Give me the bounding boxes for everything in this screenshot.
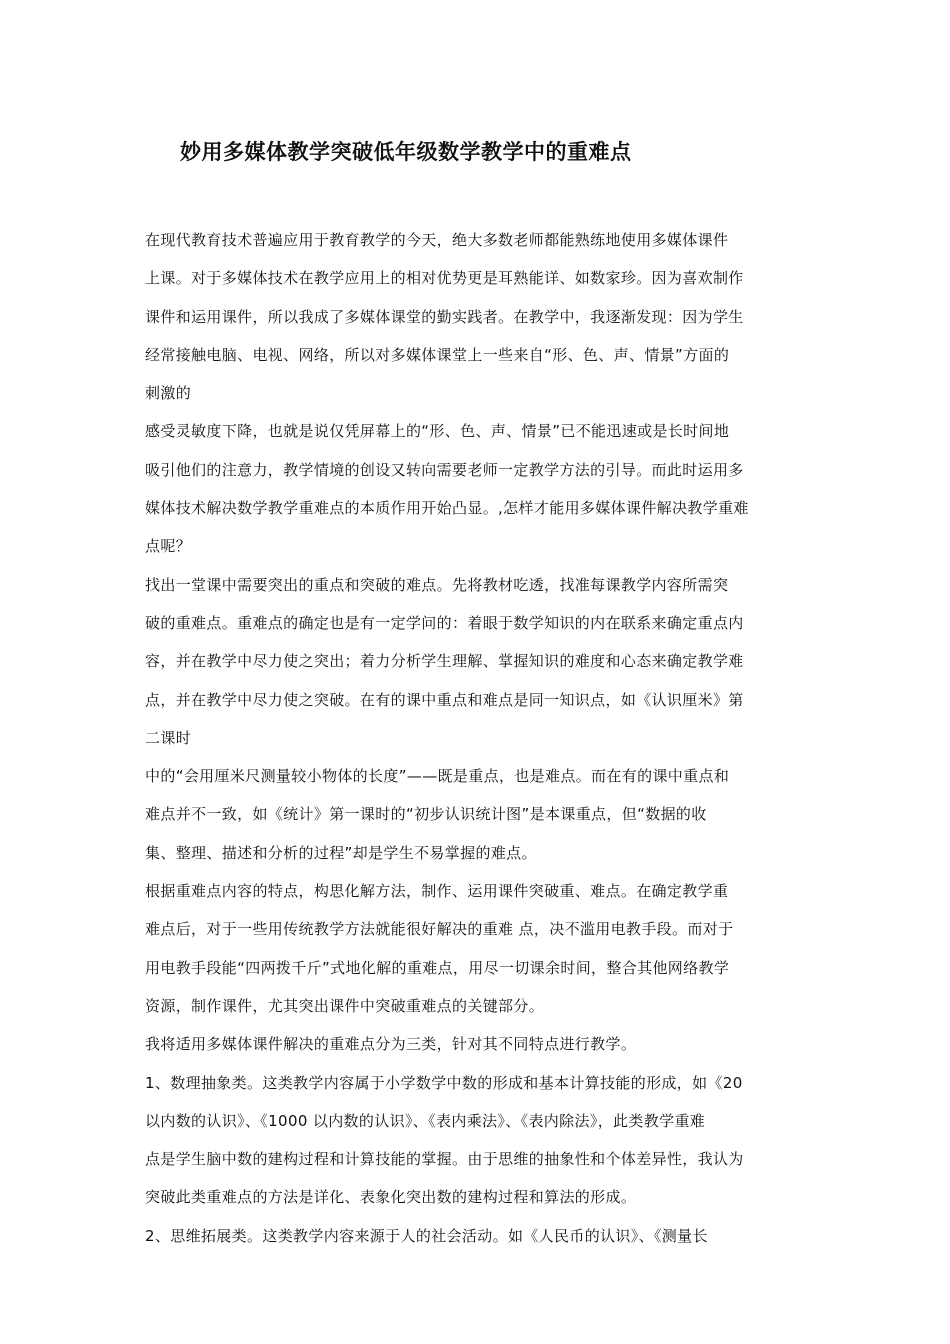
text-line: 经常接触电脑、电视、网络，所以对多媒体课堂上一些来自“形、色、声、情景”方面的	[145, 345, 730, 364]
text-line: 吸引他们的注意力，教学情境的创设又转向需要老师一定教学方法的引导。而此时运用多	[145, 460, 744, 479]
text-line: 我将适用多媒体课件解决的重难点分为三类，针对其不同特点进行教学。	[145, 1035, 637, 1054]
text-line: 集、整理、描述和分析的过程”却是学生不易掌握的难点。	[145, 843, 537, 862]
text-line: 破的重难点。重难点的确定也是有一定学问的：着眼于数学知识的内在联系来确定重点内	[145, 613, 744, 632]
text-line: 媒体技术解决数学教学重难点的本质作用开始凸显。,怎样才能用多媒体课件解决教学重难	[145, 499, 749, 518]
text-line: 容，并在教学中尽力使之突出；着力分析学生理解、掌握知识的难度和心态来确定教学难	[145, 652, 744, 671]
text-line: 点呢？	[145, 537, 192, 556]
text-line: 感受灵敏度下降，也就是说仅凭屏幕上的“形、色、声、情景”已不能迅速或是长时间地	[145, 422, 730, 441]
text-line: 以内数的认识》、《1000 以内数的认识》、《表内乘法》、《表内除法》，此类教学重难	[145, 1111, 706, 1130]
text-line: 二课时	[145, 728, 192, 747]
text-line: 2、思维拓展类。这类教学内容来源于人的社会活动。如《人民币的认识》、《测量长	[145, 1226, 708, 1245]
text-line: 在现代教育技术普遍应用于教育教学的今天，绝大多数老师都能熟练地使用多媒体课件	[145, 231, 729, 249]
text-line: 难点并不一致，如《统计》第一课时的“初步认识统计图”是本课重点，但“数据的收	[145, 805, 707, 824]
text-line: 1、数理抽象类。这类教学内容属于小学数学中数的形成和基本计算技能的形成，如《20	[145, 1073, 743, 1092]
text-line: 上课。对于多媒体技术在教学应用上的相对优势更是耳熟能详、如数家珍。因为喜欢制作	[145, 269, 744, 288]
document-title: 妙用多媒体教学突破低年级数学教学中的重难点	[180, 140, 632, 164]
text-line: 中的“会用厘米尺测量较小物体的长度”——既是重点，也是难点。而在有的课中重点和	[145, 767, 730, 786]
text-line: 找出一堂课中需要突出的重点和突破的难点。先将教材吃透，找准每课教学内容所需突	[145, 575, 729, 594]
text-line: 课件和运用课件，所以我成了多媒体课堂的勤实践者。在教学中，我逐渐发现：因为学生	[145, 307, 744, 326]
text-line: 资源，制作课件，尤其突出课件中突破重难点的关键部分。	[145, 996, 545, 1015]
text-line: 用电教手段能“四两拨千斤”式地化解的重难点，用尽一切课余时间，整合其他网络教学	[145, 958, 730, 977]
text-line: 突破此类重难点的方法是详化、表象化突出数的建构过程和算法的形成。	[145, 1188, 637, 1207]
text-line: 难点后，对于一些用传统教学方法就能很好解决的重难 点，决不滥用电教手段。而对于	[145, 920, 734, 939]
document-body	[145, 221, 817, 1255]
text-line: 点，并在教学中尽力使之突破。在有的课中重点和难点是同一知识点，如《认识厘米》第	[145, 690, 744, 709]
text-line: 根据重难点内容的特点，构思化解方法，制作、运用课件突破重、难点。在确定教学重	[145, 882, 729, 901]
text-line: 点是学生脑中数的建构过程和计算技能的掌握。由于思维的抽象性和个体差异性，我认为	[145, 1150, 744, 1169]
text-line: 刺激的	[145, 384, 192, 403]
